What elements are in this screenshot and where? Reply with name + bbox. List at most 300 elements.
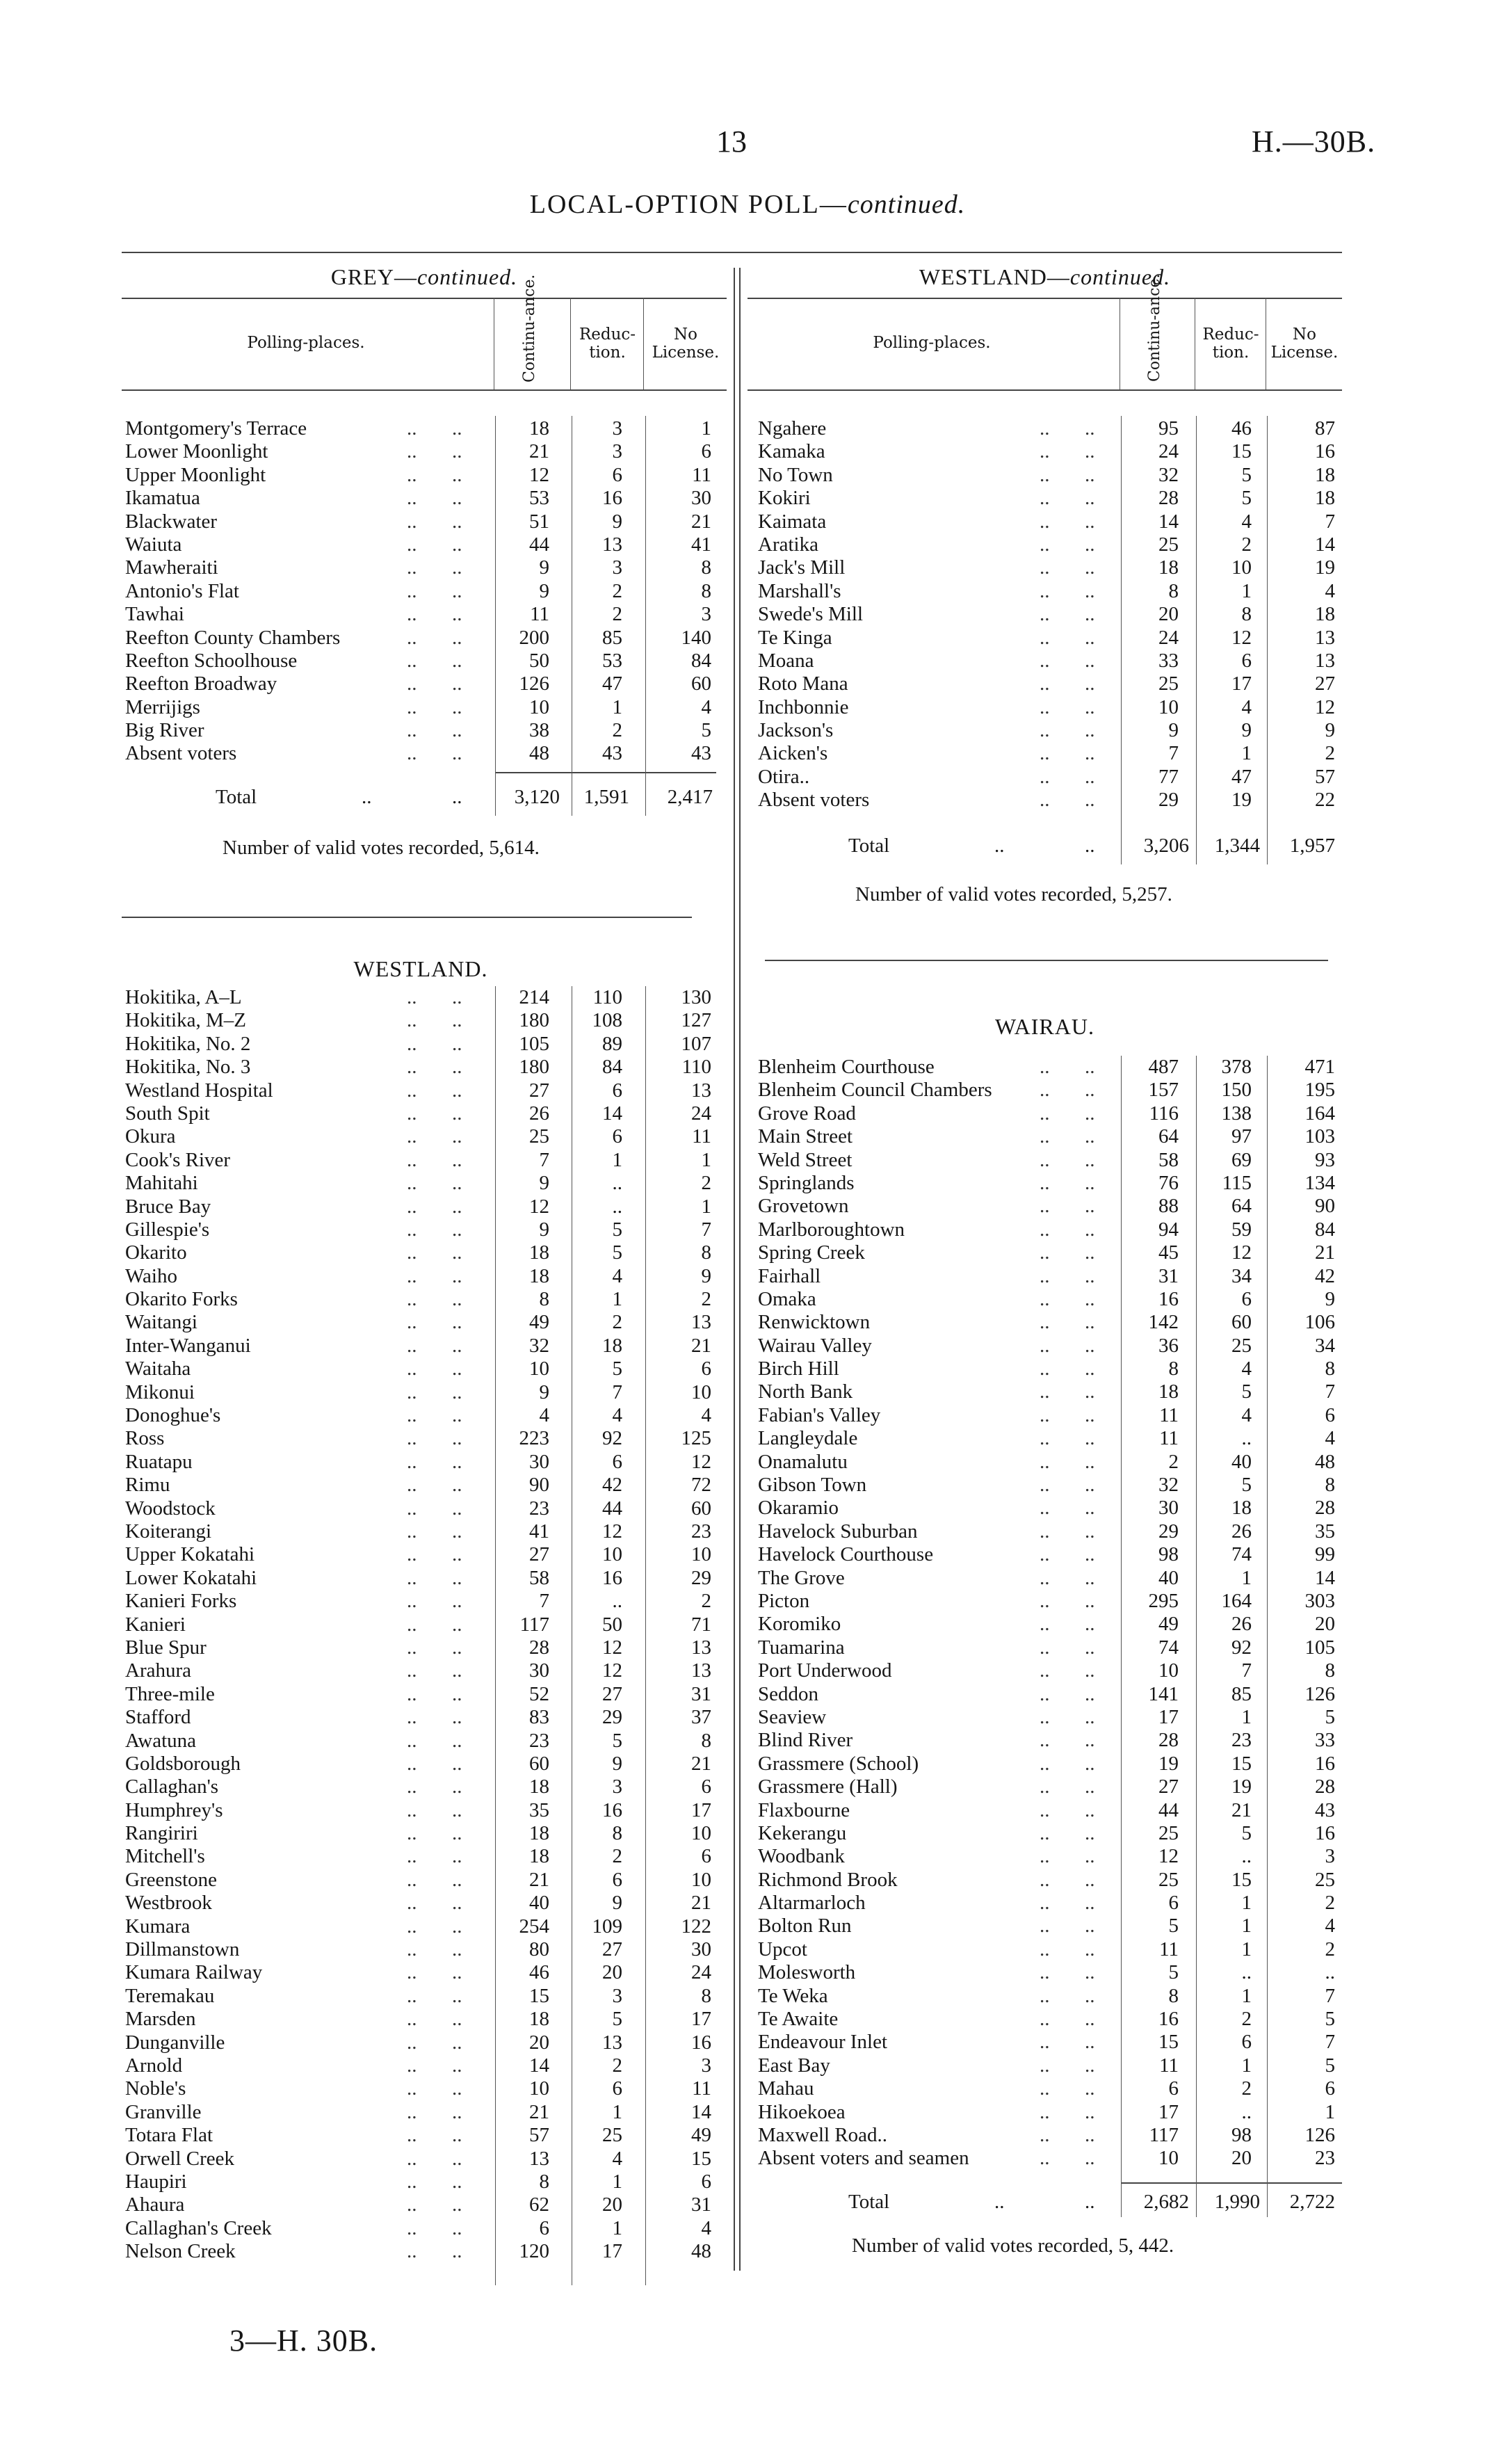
wairau-reduction: .. — [1241, 1845, 1252, 1868]
westland-place-name: Hokitika, No. 3 — [125, 1056, 251, 1079]
grey-leader-dots: .. — [452, 695, 462, 718]
westland-cont-leader-dots: .. — [1085, 533, 1095, 556]
westland-no-license: 31 — [691, 1682, 711, 1705]
grey-place-name: Mawheraiti — [125, 556, 218, 579]
wairau-no-license: 7 — [1325, 1380, 1335, 1403]
westland-cont-continuance: 10 — [1158, 695, 1179, 718]
wairau-leader-dots: .. — [1085, 2077, 1095, 2100]
wairau-leader-dots: .. — [1040, 1775, 1050, 1798]
westland-leader-dots: .. — [407, 1079, 417, 1102]
page-title-continued: continued. — [847, 190, 966, 219]
westland-leader-dots: .. — [452, 1172, 462, 1195]
wairau-heading: WAIRAU. — [995, 1014, 1094, 1039]
grey-place-name: Reefton Broadway — [125, 673, 277, 695]
westland-leader-dots: .. — [452, 2147, 462, 2170]
wairau-leader-dots: .. — [1040, 1682, 1050, 1705]
westland-place-name: Waitangi — [125, 1311, 197, 1334]
wairau-continuance: 16 — [1158, 1287, 1179, 1310]
wairau-continuance: 141 — [1148, 1682, 1179, 1705]
wairau-no-license: 2 — [1325, 1938, 1335, 1960]
westland-leader-dots: .. — [452, 1311, 462, 1334]
westland-row — [125, 2077, 723, 2100]
westland-cont-place-name: Absent voters — [758, 789, 870, 812]
wairau-no-license: 8 — [1325, 1659, 1335, 1682]
westland-leader-dots: .. — [452, 1404, 462, 1427]
wairau-no-license: 6 — [1325, 2077, 1335, 2100]
grey-leader-dots: .. — [452, 626, 462, 649]
westland-reduction: 1 — [612, 1288, 622, 1311]
wairau-reduction: 74 — [1231, 1543, 1252, 1566]
westland-leader-dots: .. — [407, 2216, 417, 2239]
wairau-leader-dots: .. — [1040, 1566, 1050, 1589]
wairau-row — [758, 1427, 1342, 1450]
westland-cont-continuance: 29 — [1158, 789, 1179, 812]
wairau-place-name: Seaview — [758, 1705, 827, 1728]
wairau-leader-dots: .. — [1040, 1613, 1050, 1636]
westland-reduction: 3 — [612, 1984, 622, 2007]
westland-row — [125, 1102, 723, 1125]
westland-leader-dots: .. — [407, 1520, 417, 1543]
westland-no-license: 12 — [691, 1450, 711, 1473]
wairau-place-name: Omaka — [758, 1287, 816, 1310]
westland-leader-dots: .. — [407, 2147, 417, 2170]
westland-no-license: 48 — [691, 2240, 711, 2263]
westland-reduction: 2 — [612, 1845, 622, 1868]
westland-leader-dots: .. — [452, 1056, 462, 1079]
westland-leader-dots: .. — [407, 1659, 417, 1682]
wairau-row — [758, 2008, 1342, 2031]
westland-cont-reduction: 46 — [1231, 417, 1252, 440]
westland-continuance: 18 — [529, 1845, 549, 1868]
wairau-row — [758, 1404, 1342, 1427]
wairau-column-rule — [1196, 1056, 1197, 2217]
wairau-reduction: 1 — [1241, 1892, 1252, 1915]
wairau-continuance: 11 — [1159, 2054, 1179, 2077]
grey-continuance: 48 — [529, 742, 549, 765]
grey-reduction: 3 — [612, 440, 622, 463]
grey-reduction: 2 — [612, 719, 622, 742]
wairau-leader-dots: .. — [1040, 2054, 1050, 2077]
wairau-no-license: 33 — [1315, 1729, 1335, 1752]
westland-place-name: Waiho — [125, 1264, 177, 1287]
westland-continuance: 40 — [529, 1892, 549, 1915]
wairau-no-license: 7 — [1325, 2031, 1335, 2054]
wairau-reduction: 1 — [1241, 1915, 1252, 1938]
westland-leader-dots: .. — [407, 1404, 417, 1427]
westland-leader-dots: .. — [407, 1590, 417, 1613]
westland-cont-row — [758, 510, 1342, 533]
wairau-leader-dots: .. — [1085, 1984, 1095, 2007]
wairau-place-name: Havelock Courthouse — [758, 1543, 934, 1566]
westland-place-name: Rimu — [125, 1474, 170, 1497]
wairau-column-rule — [1267, 1056, 1268, 2217]
westland-reduction: 2 — [612, 2054, 622, 2077]
westland-place-name: Haupiri — [125, 2170, 187, 2193]
wairau-continuance: 88 — [1158, 1195, 1179, 1218]
westland-reduction: 5 — [612, 1218, 622, 1241]
westland-leader-dots: .. — [407, 1729, 417, 1752]
wairau-place-name: Birch Hill — [758, 1358, 839, 1380]
wairau-no-license: 5 — [1325, 1705, 1335, 1728]
grey-row — [125, 556, 723, 579]
westland-cont-continuance: 24 — [1158, 626, 1179, 649]
westland-reduction: 4 — [612, 1404, 622, 1427]
westland-reduction: 25 — [602, 2124, 622, 2147]
wairau-no-license: 48 — [1315, 1450, 1335, 1473]
westland-row — [125, 1822, 723, 1845]
westland-continuance: 57 — [529, 2124, 549, 2147]
westland-cont-reduction: 10 — [1231, 556, 1252, 579]
wairau-continuance: 5 — [1168, 1915, 1179, 1938]
wairau-leader-dots: .. — [1085, 1868, 1095, 1891]
grey-continuance: 9 — [539, 579, 549, 602]
westland-no-license: 7 — [701, 1218, 711, 1241]
wairau-no-license: 16 — [1315, 1752, 1335, 1775]
wairau-total-rule — [1121, 2182, 1342, 2184]
westland-leader-dots: .. — [452, 1079, 462, 1102]
westland-place-name: Bruce Bay — [125, 1195, 211, 1218]
wairau-no-license: 42 — [1315, 1264, 1335, 1287]
westland-cont-no-license: 18 — [1315, 603, 1335, 626]
westland-leader-dots: .. — [452, 2054, 462, 2077]
westland-place-name: Granville — [125, 2100, 202, 2123]
westland-reduction: 7 — [612, 1380, 622, 1403]
westland-cont-reduction: 5 — [1241, 487, 1252, 510]
wairau-leader-dots: .. — [1085, 1729, 1095, 1752]
wairau-reduction: 40 — [1231, 1450, 1252, 1473]
wairau-reduction: 15 — [1231, 1752, 1252, 1775]
grey-leader-dots: .. — [407, 440, 417, 463]
westland-leader-dots: .. — [452, 2077, 462, 2100]
wairau-leader-dots: .. — [1085, 1171, 1095, 1194]
grey-no-license: 43 — [691, 742, 711, 765]
westland-cont-leader-dots: .. — [1040, 579, 1050, 602]
grey-reduction: 6 — [612, 463, 622, 486]
wairau-leader-dots: .. — [1040, 1056, 1050, 1078]
westland-leader-dots: .. — [407, 1706, 417, 1729]
westland-cont-heading-main: WESTLAND— — [919, 264, 1070, 289]
westland-leader-dots: .. — [407, 2170, 417, 2193]
westland-cont-place-name: Aratika — [758, 533, 818, 556]
westland-cont-leader-dots: .. — [1040, 789, 1050, 812]
wairau-no-license: 43 — [1315, 1798, 1335, 1821]
grey-col-polling: Polling-places. — [247, 334, 365, 352]
grey-leader-dots: .. — [452, 649, 462, 672]
westland-leader-dots: .. — [452, 1915, 462, 1938]
westland-leader-dots: .. — [407, 1125, 417, 1148]
wairau-row — [758, 1056, 1342, 1079]
westland-cont-no-license: 27 — [1315, 673, 1335, 695]
grey-leader-dots: .. — [452, 742, 462, 765]
grey-place-name: Lower Moonlight — [125, 440, 268, 463]
westland-cont-leader-dots: .. — [1040, 487, 1050, 510]
westland-place-name: Dunganville — [125, 2031, 225, 2054]
wairau-continuance: 28 — [1158, 1729, 1179, 1752]
westland-place-name: Totara Flat — [125, 2124, 213, 2147]
grey-leader-dots: .. — [452, 510, 462, 533]
westland-cont-total-reduction: 1,344 — [1214, 835, 1260, 857]
westland-no-license: 107 — [681, 1032, 711, 1055]
westland-continuance: 26 — [529, 1102, 549, 1125]
grey-heading — [122, 264, 727, 290]
westland-no-license: 21 — [691, 1892, 711, 1915]
wairau-continuance: 49 — [1158, 1613, 1179, 1636]
westland-continuance: 28 — [529, 1636, 549, 1659]
westland-place-name: Hokitika, No. 2 — [125, 1032, 251, 1055]
westland-no-license: 24 — [691, 1102, 711, 1125]
westland-cont-reduction: 5 — [1241, 463, 1252, 486]
wairau-continuance: 8 — [1168, 1984, 1179, 2007]
westland-no-license: 13 — [691, 1659, 711, 1682]
wairau-leader-dots: .. — [1040, 1705, 1050, 1728]
westland-leader-dots: .. — [452, 1148, 462, 1171]
westland-cont-leader-dots: .. — [1040, 603, 1050, 626]
westland-place-name: Inter-Wanganui — [125, 1334, 251, 1357]
wairau-continuance: 45 — [1158, 1241, 1179, 1264]
wairau-continuance: 157 — [1148, 1079, 1179, 1102]
westland-no-license: 1 — [701, 1195, 711, 1218]
westland-leader-dots: .. — [407, 1613, 417, 1636]
westland-cont-continuance: 33 — [1158, 649, 1179, 672]
westland-cont-leader-dots: .. — [1085, 603, 1095, 626]
wairau-reduction: 97 — [1231, 1125, 1252, 1148]
westland-leader-dots: .. — [407, 1497, 417, 1520]
wairau-leader-dots: .. — [1040, 1241, 1050, 1264]
grey-no-license: 8 — [701, 556, 711, 579]
westland-cont-continuance: 28 — [1158, 487, 1179, 510]
westland-place-name: Mahitahi — [125, 1172, 198, 1195]
wairau-leader-dots: .. — [1085, 1892, 1095, 1915]
westland-cont-leader-dots: .. — [1040, 556, 1050, 579]
grey-place-name: Antonio's Flat — [125, 579, 239, 602]
wairau-continuance: 487 — [1148, 1056, 1179, 1078]
wairau-row — [758, 1195, 1342, 1218]
westland-leader-dots: .. — [452, 2216, 462, 2239]
grey-place-name: Absent voters — [125, 742, 237, 765]
westland-row — [125, 1775, 723, 1798]
westland-cont-leader-dots: .. — [1085, 463, 1095, 486]
westland-place-name: Kumara Railway — [125, 1961, 263, 1984]
westland-cont-row — [758, 556, 1342, 579]
wairau-reduction: 1 — [1241, 1566, 1252, 1589]
westland-reduction: 1 — [612, 2100, 622, 2123]
westland-cont-leader-dots: .. — [1085, 695, 1095, 718]
westland-cont-col-continuance: Continu-ance. — [1146, 273, 1163, 382]
wairau-place-name: Absent voters and seamen — [758, 2147, 969, 2170]
westland-cont-leader-dots: .. — [1040, 765, 1050, 788]
westland-continuance: 18 — [529, 1241, 549, 1264]
westland-no-license: 8 — [701, 1241, 711, 1264]
westland-no-license: 122 — [681, 1915, 711, 1938]
westland-cont-no-license: 22 — [1315, 789, 1335, 812]
wairau-row — [758, 1775, 1342, 1798]
westland-continuance: 35 — [529, 1798, 549, 1821]
westland-cont-leader-dots: .. — [1085, 510, 1095, 533]
westland-leader-dots: .. — [452, 1543, 462, 1566]
grey-total-dots: .. — [452, 786, 462, 808]
wairau-row — [758, 1753, 1342, 1775]
westland-cont-place-name: Ngahere — [758, 417, 827, 440]
westland-leader-dots: .. — [452, 1659, 462, 1682]
westland-continuance: 25 — [529, 1125, 549, 1148]
westland-place-name: Ross — [125, 1427, 165, 1450]
westland-leader-dots: .. — [452, 1380, 462, 1403]
westland-continuance: 49 — [529, 1311, 549, 1334]
wairau-place-name: Tuamarina — [758, 1636, 845, 1659]
grey-reduction: 85 — [602, 626, 622, 649]
wairau-leader-dots: .. — [1040, 1218, 1050, 1241]
wairau-leader-dots: .. — [1085, 1752, 1095, 1775]
wairau-no-license: 303 — [1304, 1589, 1335, 1612]
westland-row — [125, 2031, 723, 2054]
westland-reduction: 110 — [592, 986, 622, 1008]
westland-cont-no-license: 14 — [1315, 533, 1335, 556]
wairau-leader-dots: .. — [1040, 1264, 1050, 1287]
westland-place-name: Westbrook — [125, 1892, 212, 1915]
westland-row — [125, 2171, 723, 2193]
grey-table — [125, 417, 723, 766]
wairau-no-license: 126 — [1304, 2123, 1335, 2146]
grey-place-name: Waiuta — [125, 533, 182, 556]
wairau-row — [758, 2031, 1342, 2054]
wairau-row — [758, 1288, 1342, 1311]
westland-place-name: Callaghan's Creek — [125, 2216, 272, 2239]
westland-reduction: 29 — [602, 1706, 622, 1729]
westland-row — [125, 1543, 723, 1566]
grey-continuance: 50 — [529, 649, 549, 672]
westland-place-name: Callaghan's — [125, 1775, 219, 1798]
westland-table — [125, 986, 723, 2263]
westland-leader-dots: .. — [452, 1009, 462, 1032]
westland-leader-dots: .. — [407, 1822, 417, 1845]
westland-leader-dots: .. — [407, 1450, 417, 1473]
grey-reduction: 16 — [602, 487, 622, 510]
westland-cont-row — [758, 627, 1342, 650]
wairau-leader-dots: .. — [1085, 1682, 1095, 1705]
westland-leader-dots: .. — [407, 1845, 417, 1868]
grey-column-rule — [645, 416, 646, 816]
wairau-leader-dots: .. — [1040, 1845, 1050, 1868]
westland-leader-dots: .. — [407, 2008, 417, 2031]
page-title — [0, 189, 1495, 220]
westland-leader-dots: .. — [407, 1288, 417, 1311]
wairau-continuance: 29 — [1158, 1520, 1179, 1543]
wairau-leader-dots: .. — [1085, 1079, 1095, 1102]
wairau-reduction: 25 — [1231, 1334, 1252, 1357]
westland-cont-continuance: 25 — [1158, 533, 1179, 556]
wairau-leader-dots: .. — [1040, 1938, 1050, 1960]
westland-row — [125, 2240, 723, 2263]
wairau-no-license: 99 — [1315, 1543, 1335, 1566]
westland-leader-dots: .. — [407, 1868, 417, 1891]
westland-cont-no-license: 87 — [1315, 417, 1335, 440]
westland-cont-continuance: 24 — [1158, 440, 1179, 463]
wairau-leader-dots: .. — [1085, 1705, 1095, 1728]
grey-continuance: 38 — [529, 719, 549, 742]
wairau-row — [758, 1451, 1342, 1474]
wairau-total-dots: .. — [994, 2191, 1005, 2213]
westland-leader-dots: .. — [452, 2124, 462, 2147]
grey-row — [125, 627, 723, 650]
grey-continuance: 200 — [519, 626, 549, 649]
grey-continuance: 53 — [529, 487, 549, 510]
westland-cont-leader-dots: .. — [1085, 673, 1095, 695]
westland-cont-heading — [748, 264, 1342, 290]
westland-no-license: 8 — [701, 1729, 711, 1752]
wairau-row — [758, 1520, 1342, 1543]
westland-no-license: 24 — [691, 1961, 711, 1984]
grey-leader-dots: .. — [452, 463, 462, 486]
wairau-leader-dots: .. — [1085, 1613, 1095, 1636]
westland-row — [125, 1265, 723, 1288]
grey-leader-dots: .. — [407, 603, 417, 626]
westland-reduction: 5 — [612, 1358, 622, 1380]
wairau-row — [758, 2147, 1342, 2170]
wairau-leader-dots: .. — [1040, 1195, 1050, 1218]
westland-place-name: Humphrey's — [125, 1798, 223, 1821]
grey-leader-dots: .. — [452, 556, 462, 579]
westland-place-name: Goldsborough — [125, 1752, 241, 1775]
westland-continuance: 18 — [529, 1775, 549, 1798]
westland-row — [125, 1613, 723, 1636]
wairau-row — [758, 1358, 1342, 1380]
wairau-continuance: 8 — [1168, 1358, 1179, 1380]
wairau-no-license: 20 — [1315, 1613, 1335, 1636]
westland-cont-table — [758, 417, 1342, 812]
westland-leader-dots: .. — [407, 1798, 417, 1821]
wairau-leader-dots: .. — [1085, 1961, 1095, 1984]
westland-reduction: 6 — [612, 1450, 622, 1473]
grey-leader-dots: .. — [407, 533, 417, 556]
wairau-leader-dots: .. — [1040, 1497, 1050, 1520]
westland-leader-dots: .. — [452, 1892, 462, 1915]
westland-leader-dots: .. — [407, 1474, 417, 1497]
westland-leader-dots: .. — [407, 1334, 417, 1357]
westland-cont-continuance: 14 — [1158, 510, 1179, 533]
westland-no-license: 110 — [681, 1056, 711, 1079]
westland-reduction: 109 — [592, 1915, 622, 1938]
wairau-reduction: 5 — [1241, 1380, 1252, 1403]
wairau-leader-dots: .. — [1040, 1311, 1050, 1334]
grey-leader-dots: .. — [407, 626, 417, 649]
grey-continuance: 21 — [529, 440, 549, 463]
westland-continuance: 62 — [529, 2193, 549, 2216]
grey-total-label: Total — [216, 786, 257, 808]
westland-cont-continuance: 25 — [1158, 673, 1179, 695]
westland-row — [125, 1659, 723, 1682]
westland-cont-place-name: Jackson's — [758, 719, 834, 742]
wairau-no-license: 8 — [1325, 1474, 1335, 1497]
westland-leader-dots: .. — [452, 1520, 462, 1543]
westland-continuance: 30 — [529, 1450, 549, 1473]
westland-leader-dots: .. — [407, 1380, 417, 1403]
wairau-reduction: 4 — [1241, 1358, 1252, 1380]
wairau-leader-dots: .. — [1085, 1241, 1095, 1264]
westland-leader-dots: .. — [452, 1845, 462, 1868]
wairau-reduction: 23 — [1231, 1729, 1252, 1752]
westland-cont-leader-dots: .. — [1040, 742, 1050, 765]
wairau-place-name: Blind River — [758, 1729, 853, 1752]
westland-place-name: Hokitika, M–Z — [125, 1009, 246, 1032]
wairau-row — [758, 1380, 1342, 1403]
wairau-leader-dots: .. — [1040, 2008, 1050, 2031]
westland-no-license: 9 — [701, 1264, 711, 1287]
westland-cont-place-name: Swede's Mill — [758, 603, 864, 626]
wairau-row — [758, 1961, 1342, 1984]
westland-reduction: 6 — [612, 1079, 622, 1102]
westland-leader-dots: .. — [452, 1218, 462, 1241]
westland-continuance: 80 — [529, 1938, 549, 1961]
